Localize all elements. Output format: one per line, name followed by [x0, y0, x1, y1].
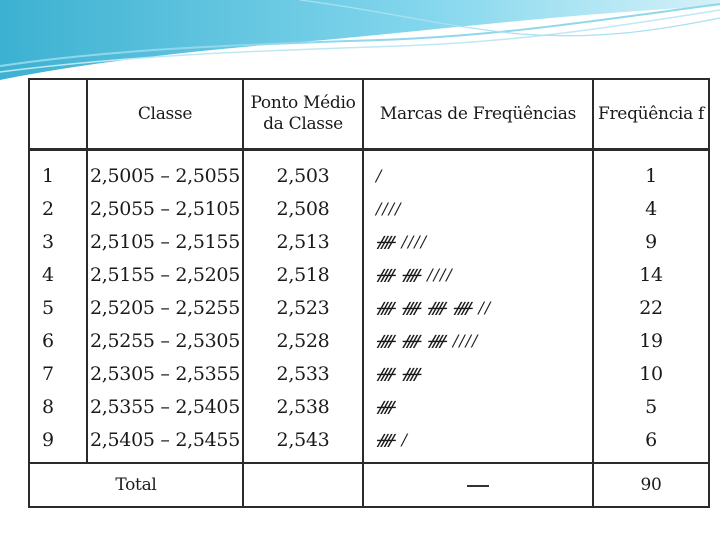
row-ponto-medio: 2,528: [243, 324, 363, 357]
row-frequencia: 14: [593, 258, 709, 291]
row-ponto-medio: 2,503: [243, 150, 363, 193]
row-tally-marks: ᚎ ᚎ: [363, 357, 593, 390]
table-row: [29, 258, 709, 291]
row-tally-marks: ᚎ ////: [363, 225, 593, 258]
row-classe: 2,5205 – 2,5255: [87, 291, 243, 324]
row-index: 6: [29, 324, 87, 357]
row-classe: 2,5305 – 2,5355: [87, 357, 243, 390]
row-tally-marks: ////: [363, 192, 593, 225]
row-classe: 2,5405 – 2,5455: [87, 423, 243, 463]
header-frequencia: Freqüência f: [593, 79, 709, 150]
total-frequencia: 90: [593, 463, 709, 507]
row-ponto-medio: 2,513: [243, 225, 363, 258]
row-ponto-medio: 2,543: [243, 423, 363, 463]
row-index: 5: [29, 291, 87, 324]
header-classe: Classe: [87, 79, 243, 150]
row-index: 7: [29, 357, 87, 390]
row-index: 1: [29, 150, 87, 193]
table-header-row: [29, 79, 709, 150]
row-tally-marks: ᚎ: [363, 390, 593, 423]
table-row: [29, 423, 709, 463]
row-ponto-medio: 2,518: [243, 258, 363, 291]
total-marcas-cell: [363, 463, 593, 507]
frequency-distribution-table: [28, 78, 710, 508]
table-total-row: [29, 463, 709, 507]
row-index: 2: [29, 192, 87, 225]
row-frequencia: 5: [593, 390, 709, 423]
row-classe: 2,5005 – 2,5055: [87, 150, 243, 193]
table-row: [29, 150, 709, 193]
row-classe: 2,5255 – 2,5305: [87, 324, 243, 357]
header-index: [29, 79, 87, 150]
row-ponto-medio: 2,533: [243, 357, 363, 390]
frequency-table-container: [28, 78, 710, 498]
row-tally-marks: ᚎ ᚎ ᚎ ////: [363, 324, 593, 357]
row-index: 9: [29, 423, 87, 463]
row-classe: 2,5155 – 2,5205: [87, 258, 243, 291]
table-row: [29, 225, 709, 258]
row-frequencia: 9: [593, 225, 709, 258]
row-frequencia: 19: [593, 324, 709, 357]
row-tally-marks: ᚎ ᚎ ////: [363, 258, 593, 291]
row-index: 3: [29, 225, 87, 258]
row-index: 4: [29, 258, 87, 291]
row-ponto-medio: 2,508: [243, 192, 363, 225]
row-classe: 2,5055 – 2,5105: [87, 192, 243, 225]
row-ponto-medio: 2,538: [243, 390, 363, 423]
table-row: [29, 324, 709, 357]
table-row: [29, 357, 709, 390]
row-tally-marks: ᚎ /: [363, 423, 593, 463]
row-frequencia: 4: [593, 192, 709, 225]
row-classe: 2,5105 – 2,5155: [87, 225, 243, 258]
row-tally-marks: ᚎ ᚎ ᚎ ᚎ //: [363, 291, 593, 324]
total-ponto-medio-empty: [243, 463, 363, 507]
table-row: [29, 390, 709, 423]
total-label: Total: [29, 463, 243, 507]
row-frequencia: 22: [593, 291, 709, 324]
row-index: 8: [29, 390, 87, 423]
row-classe: 2,5355 – 2,5405: [87, 390, 243, 423]
dash-mark: [467, 485, 489, 487]
row-frequencia: 6: [593, 423, 709, 463]
row-ponto-medio: 2,523: [243, 291, 363, 324]
row-tally-marks: /: [363, 150, 593, 193]
header-ponto-medio: Ponto Médio da Classe: [243, 79, 363, 150]
row-frequencia: 1: [593, 150, 709, 193]
row-frequencia: 10: [593, 357, 709, 390]
table-row: [29, 192, 709, 225]
header-marcas: Marcas de Freqüências: [363, 79, 593, 150]
table-row: [29, 291, 709, 324]
header-swoosh-decoration: [0, 0, 720, 90]
